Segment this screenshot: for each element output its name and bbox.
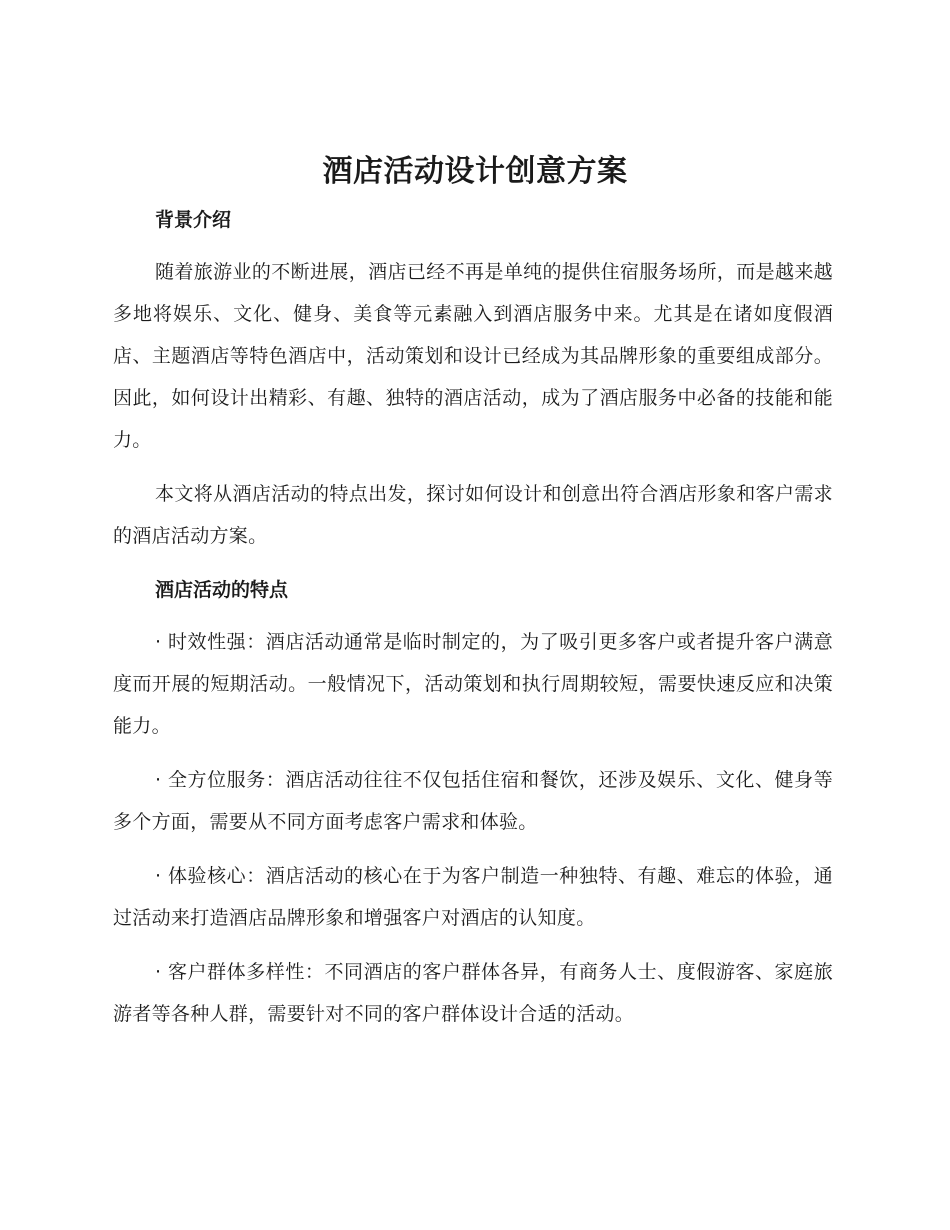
paragraph: 本文将从酒店活动的特点出发，探讨如何设计和创意出符合酒店形象和客户需求的酒店活动方案。 — [113, 483, 833, 547]
paragraph: 随着旅游业的不断进展，酒店已经不再是单纯的提供住宿服务场所，而是越来越多地将娱乐、文化、健身、美食等元素融入到酒店服务中来。尤其是在诸如度假酒店、主题酒店等特色酒店中，活动策划和设计已经成为其品牌形象的重要组成部分。因此，如何设计出精彩、有趣、独特的酒店活动，成为了酒店服务中必备的技能和能力。 — [113, 261, 833, 451]
section-heading-features: 酒店活动的特点 — [155, 579, 289, 601]
document-body — [113, 201, 833, 1035]
list-item: · 时效性强：酒店活动通常是临时制定的，为了吸引更多客户或者提升客户满意度而开展的短期活动。一般情况下，活动策划和执行周期较短，需要快速反应和决策能力。 — [113, 631, 833, 737]
list-item: · 体验核心：酒店活动的核心在于为客户制造一种独特、有趣、难忘的体验，通过活动来打造酒店品牌形象和增强客户对酒店的认知度。 — [113, 865, 833, 929]
list-item: · 全方位服务：酒店活动往往不仅包括住宿和餐饮，还涉及娱乐、文化、健身等多个方面，需要从不同方面考虑客户需求和体验。 — [113, 769, 833, 833]
list-item: · 客户群体多样性：不同酒店的客户群体各异，有商务人士、度假游客、家庭旅游者等各种人群，需要针对不同的客户群体设计合适的活动。 — [113, 961, 833, 1025]
section-heading-background: 背景介绍 — [155, 209, 232, 231]
document-title: 酒店活动设计创意方案 — [322, 154, 628, 189]
